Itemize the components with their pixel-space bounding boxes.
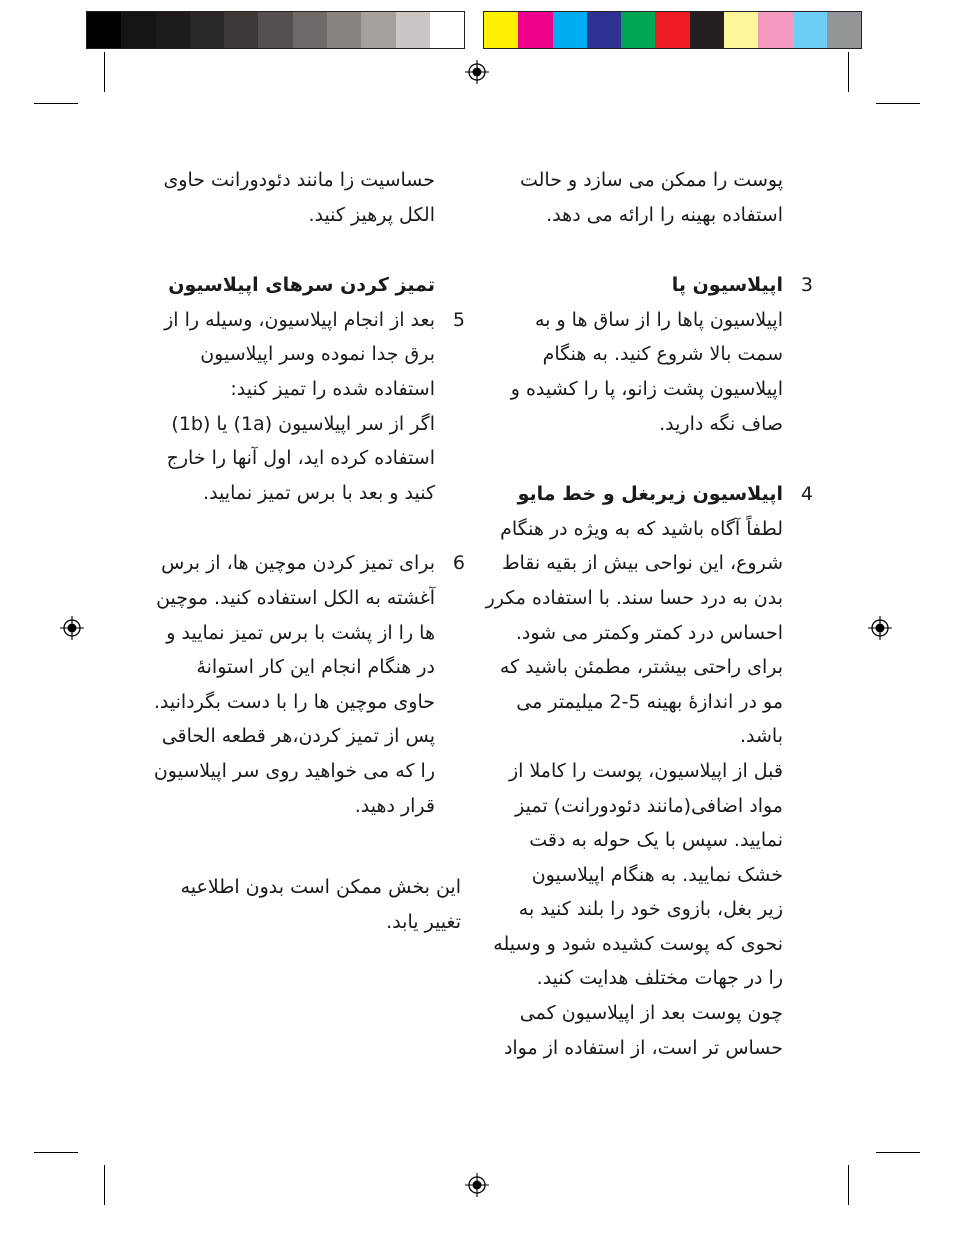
color-swatch xyxy=(793,12,827,48)
step-line: زیر بغل، بازوی خود را بلند کنید به xyxy=(518,898,783,921)
step-line: خشک نمایید. به هنگام اپیلاسیون xyxy=(531,863,783,886)
step-line: باشد. xyxy=(739,725,783,748)
gray-swatch xyxy=(87,12,121,48)
step-line: نمایید. سپس با یک حوله به دقت xyxy=(529,829,783,852)
step-line: قرار دهید. xyxy=(354,794,435,817)
intro-line: استفاده بهینه را ارائه می دهد. xyxy=(546,203,783,226)
step-line: بعد از انجام اپیلاسیون، وسیله را از xyxy=(164,308,435,331)
color-swatch xyxy=(724,12,758,48)
step-line: لطفاً آگاه باشید که به ویژه در هنگام xyxy=(500,517,783,540)
color-swatch xyxy=(553,12,587,48)
step-line: شروع، این نواحی بیش از بقیه نقاط xyxy=(501,552,783,575)
gray-swatch xyxy=(430,12,464,48)
step-line: کنید و بعد با برس تمیز نمایید. xyxy=(203,481,435,504)
step-number: 4 xyxy=(800,483,813,506)
gray-swatch xyxy=(190,12,224,48)
step-line: قبل از اپیلاسیون، پوست را کاملا از xyxy=(508,759,783,782)
gray-swatch xyxy=(156,12,190,48)
color-swatch xyxy=(655,12,689,48)
change-notice xyxy=(121,870,461,939)
gray-swatch xyxy=(327,12,361,48)
step-line: برای تمیز کردن موچین ها، از برس xyxy=(161,552,435,575)
step-number: 3 xyxy=(800,274,813,297)
registration-mark-icon xyxy=(465,60,489,84)
intro-line: الکل پرهیز کنید. xyxy=(308,203,435,226)
gray-swatch xyxy=(224,12,258,48)
color-swatch xyxy=(827,12,861,48)
instruction-step-3 xyxy=(483,268,813,441)
color-swatch xyxy=(518,12,552,48)
step-line: را در جهات مختلف هدایت کنید. xyxy=(536,967,783,990)
color-swatch xyxy=(690,12,724,48)
step-line: اپیلاسیون پشت زانو، پا را کشیده و xyxy=(510,377,783,400)
step-line: سمت بالا شروع کنید. به هنگام xyxy=(542,343,783,366)
step-line: برق جدا نموده وسر اپیلاسیون xyxy=(200,343,435,366)
gray-swatch xyxy=(361,12,395,48)
step-line: اگر از سر اپیلاسیون (1a) یا (1b) xyxy=(171,412,435,435)
step-line: آغشته به الکل استفاده کنید. موچین xyxy=(156,586,435,609)
step-line: ها را از پشت با برس تمیز نمایید و xyxy=(166,621,435,644)
grayscale-color-bar xyxy=(86,11,465,49)
color-swatch xyxy=(621,12,655,48)
step-line: پس از تمیز کردن،هر قطعه الحاقی xyxy=(161,725,435,748)
step-line: نحوی که پوست کشیده شود و وسیله xyxy=(493,932,783,955)
instruction-step-6 xyxy=(135,546,465,823)
gray-swatch xyxy=(258,12,292,48)
step-line: صاف نگه دارید. xyxy=(659,412,783,435)
gray-swatch xyxy=(121,12,155,48)
step-line: احساس درد کمتر وکمتر می شود. xyxy=(515,621,783,644)
step-line: حاوی موچین ها را با دست بگردانید. xyxy=(153,690,435,713)
step-title: اپیلاسیون پا xyxy=(671,274,783,297)
step-line: چون پوست بعد از اپیلاسیون کمی xyxy=(519,1002,783,1025)
registration-mark-icon xyxy=(465,1173,489,1197)
intro-line: حساسیت زا مانند دئودورانت حاوی xyxy=(163,169,435,191)
gray-swatch xyxy=(396,12,430,48)
step-line: استفاده شده را تمیز کنید: xyxy=(230,377,435,400)
step-line: بدن به درد حسا سند. با استفاده مکرر xyxy=(485,586,783,609)
process-color-bar xyxy=(483,11,862,49)
step-line: استفاده کرده اید، اول آنها را خارج xyxy=(166,447,435,470)
step-line: را که می خواهید روی سر اپیلاسیون xyxy=(153,759,435,782)
left-text-column xyxy=(135,163,465,859)
intro-line: پوست را ممکن می سازد و حالت xyxy=(519,169,783,191)
step-line: مو در اندازۀ بهینه 5-2 میلیمتر می xyxy=(516,690,783,713)
color-swatch xyxy=(587,12,621,48)
step-line: مواد اضافی(مانند دئودورانت) تمیز xyxy=(515,794,783,817)
step-number: 6 xyxy=(452,552,465,575)
registration-mark-icon xyxy=(868,616,892,640)
step-line: برای راحتی بیشتر، مطمئن باشید که xyxy=(499,656,783,679)
step-title: اپیلاسیون زیربغل و خط مایو xyxy=(517,483,783,506)
step-line: حساس تر است، از استفاده از مواد xyxy=(503,1036,783,1059)
step-number: 5 xyxy=(452,308,465,331)
color-swatch xyxy=(758,12,792,48)
instruction-step-5 xyxy=(135,303,465,511)
color-swatch xyxy=(484,12,518,48)
notice-line: تغییر یابد. xyxy=(386,910,461,933)
section-title: تمیز کردن سرهای اپیلاسیون xyxy=(168,274,435,297)
notice-line: این بخش ممکن است بدون اطلاعیه xyxy=(180,876,461,898)
gray-swatch xyxy=(293,12,327,48)
step-line: اپیلاسیون پاها را از ساق ها و به xyxy=(534,308,783,331)
right-text-column xyxy=(483,163,813,1065)
step-line: در هنگام انجام این کار استوانۀ xyxy=(196,656,435,679)
instruction-step-4 xyxy=(483,477,813,1065)
registration-mark-icon xyxy=(60,616,84,640)
